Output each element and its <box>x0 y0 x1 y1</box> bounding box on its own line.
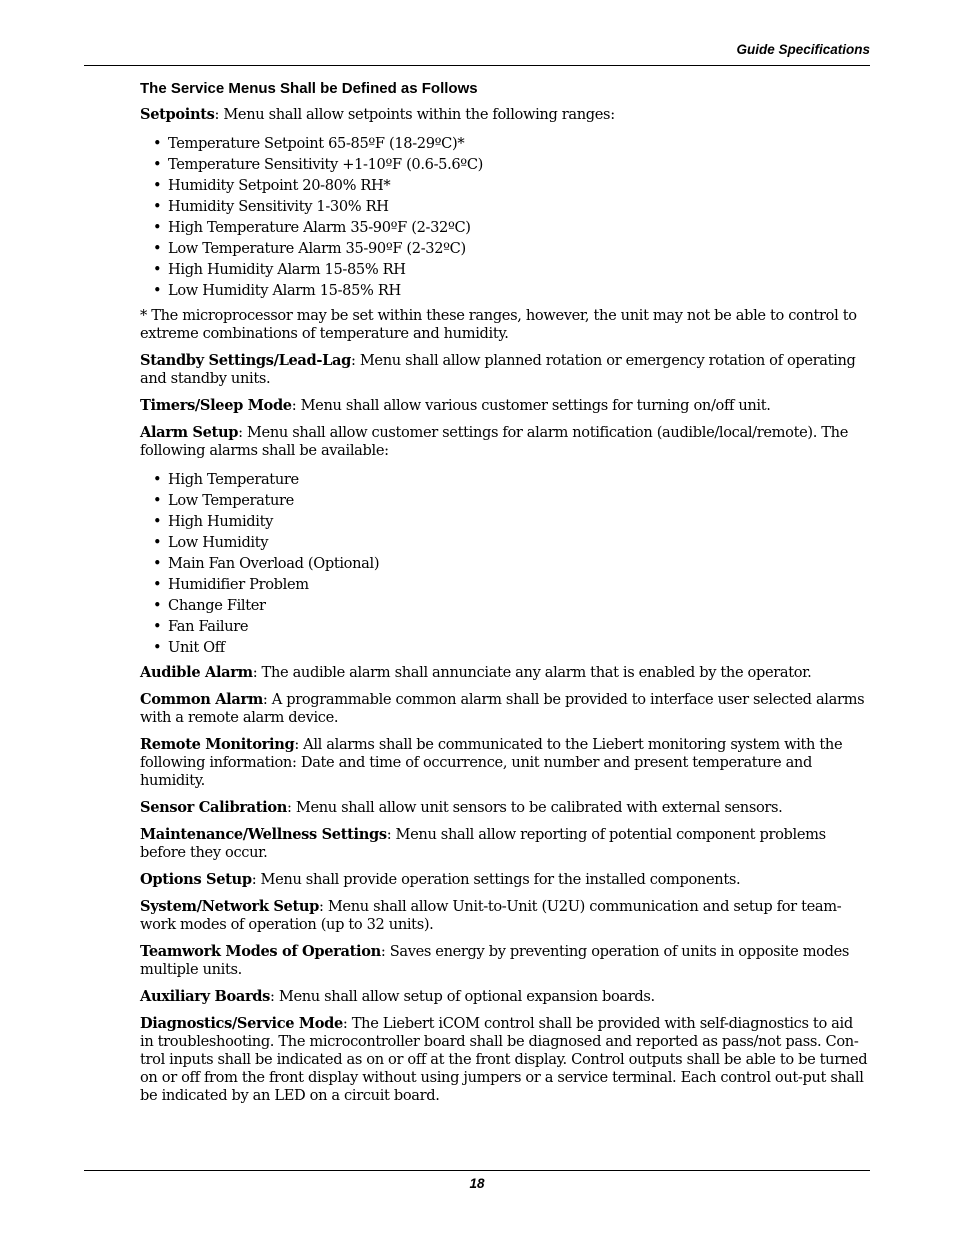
sensor-calibration-term: Sensor Calibration <box>140 799 287 816</box>
bullet-icon: • <box>153 240 162 257</box>
list-item: • High Humidity <box>153 513 273 530</box>
bullet-icon: • <box>153 198 162 215</box>
bullet-icon: • <box>153 261 162 278</box>
page-content <box>140 79 868 1114</box>
alarm-setup-paragraph: Alarm Setup: Menu shall allow customer settings for alarm notification (audible/local/remote). The following alarms shall be available: <box>140 424 849 459</box>
system-network-paragraph: System/Network Setup: Menu shall allow Unit-to-Unit (U2U) communication and setup for team-work modes of operation (up to 32 units). <box>140 898 842 933</box>
audible-alarm-term: Audible Alarm <box>140 664 253 681</box>
bullet-icon: • <box>153 534 162 551</box>
list-item: • Humidifier Problem <box>153 576 309 593</box>
list-item: • Low Temperature <box>153 492 294 509</box>
setpoints-list <box>140 133 868 301</box>
header-rule <box>84 65 870 66</box>
auxiliary-term: Auxiliary Boards <box>140 988 271 1005</box>
list-item: • Low Humidity Alarm 15-85% RH <box>153 282 401 299</box>
options-setup-paragraph: Options Setup: Menu shall provide operation settings for the installed components. <box>140 871 741 888</box>
maintenance-term: Maintenance/Wellness Settings <box>140 826 387 843</box>
list-item: • Humidity Setpoint 20-80% RH* <box>153 177 391 194</box>
setpoints-paragraph <box>140 106 868 124</box>
list-item: • High Humidity Alarm 15-85% RH <box>153 261 406 278</box>
list-item: • Low Temperature Alarm 35-90ºF (2-32ºC) <box>153 240 466 257</box>
list-item: • Temperature Sensitivity +1-10ºF (0.6-5.6ºC) <box>153 156 483 173</box>
audible-alarm-paragraph: Audible Alarm: The audible alarm shall annunciate any alarm that is enabled by the operator. <box>140 664 812 681</box>
list-item: • Temperature Setpoint 65-85ºF (18-29ºC)* <box>153 135 465 152</box>
footer-rule <box>84 1170 870 1171</box>
bullet-icon: • <box>153 555 162 572</box>
list-item: • Unit Off <box>153 639 225 656</box>
bullet-icon: • <box>153 135 162 152</box>
system-network-term: System/Network Setup <box>140 898 319 915</box>
auxiliary-paragraph: Auxiliary Boards: Menu shall allow setup of optional expansion boards. <box>140 988 655 1005</box>
list-item: • Fan Failure <box>153 618 249 635</box>
teamwork-term: Teamwork Modes of Operation <box>140 943 381 960</box>
running-header-title: Guide Specifications <box>736 42 870 57</box>
diagnostics-paragraph: Diagnostics/Service Mode: The Liebert iCOM control shall be provided with self-diagnostics to aid in troubleshooting. The microcontroller board shall be diagnosed and reported as pass/not pass. Con-trol inputs shall be indicated as on or off at the front display. Control outputs shall be able to be turned on or off from the front display without using jumpers or a service terminal. Each control out-put shall be indicated by an LED on a circuit board. <box>140 1015 868 1104</box>
bullet-icon: • <box>153 618 162 635</box>
setpoints-text: : Menu shall allow setpoints within the following ranges: <box>214 106 615 123</box>
bullet-icon: • <box>153 219 162 236</box>
timers-paragraph: Timers/Sleep Mode: Menu shall allow various customer settings for turning on/off unit. <box>140 397 771 414</box>
section-heading: The Service Menus Shall be Defined as Follows <box>140 80 478 97</box>
bullet-icon: • <box>153 513 162 530</box>
remote-monitoring-term: Remote Monitoring <box>140 736 295 753</box>
list-item: • High Temperature <box>153 471 299 488</box>
timers-term: Timers/Sleep Mode <box>140 397 292 414</box>
sensor-calibration-paragraph: Sensor Calibration: Menu shall allow unit sensors to be calibrated with external sensors. <box>140 799 783 816</box>
list-item: • Change Filter <box>153 597 266 614</box>
common-alarm-term: Common Alarm <box>140 691 263 708</box>
alarm-setup-term: Alarm Setup <box>140 424 239 441</box>
footnote-paragraph: * The microprocessor may be set within these ranges, however, the unit may not be able to control to extreme combinations of temperature and humidity. <box>140 307 857 342</box>
alarms-list <box>140 469 868 658</box>
list-item: • High Temperature Alarm 35-90ºF (2-32ºC) <box>153 219 471 236</box>
bullet-icon: • <box>153 576 162 593</box>
standby-paragraph: Standby Settings/Lead-Lag: Menu shall allow planned rotation or emergency rotation of operating and standby units. <box>140 352 856 387</box>
standby-term: Standby Settings/Lead-Lag <box>140 352 351 369</box>
bullet-icon: • <box>153 282 162 299</box>
bullet-icon: • <box>153 597 162 614</box>
bullet-icon: • <box>153 639 162 656</box>
list-item: • Main Fan Overload (Optional) <box>153 555 380 572</box>
maintenance-paragraph: Maintenance/Wellness Settings: Menu shall allow reporting of potential component problems before they occur. <box>140 826 826 861</box>
options-setup-term: Options Setup <box>140 871 252 888</box>
bullet-icon: • <box>153 471 162 488</box>
list-item: • Low Humidity <box>153 534 269 551</box>
setpoints-term: Setpoints <box>140 106 215 123</box>
bullet-icon: • <box>153 492 162 509</box>
teamwork-paragraph: Teamwork Modes of Operation: Saves energy by preventing operation of units in opposite modes multiple units. <box>140 943 850 978</box>
common-alarm-paragraph: Common Alarm: A programmable common alarm shall be provided to interface user selected alarms with a remote alarm device. <box>140 691 865 726</box>
bullet-icon: • <box>153 156 162 173</box>
bullet-icon: • <box>153 177 162 194</box>
remote-monitoring-paragraph: Remote Monitoring: All alarms shall be communicated to the Liebert monitoring system with the following information: Date and time of occurrence, unit number and present temperature and humidity. <box>140 736 843 789</box>
list-item: • Humidity Sensitivity 1-30% RH <box>153 198 389 215</box>
diagnostics-term: Diagnostics/Service Mode <box>140 1015 343 1032</box>
page-number: 18 <box>469 1176 485 1191</box>
